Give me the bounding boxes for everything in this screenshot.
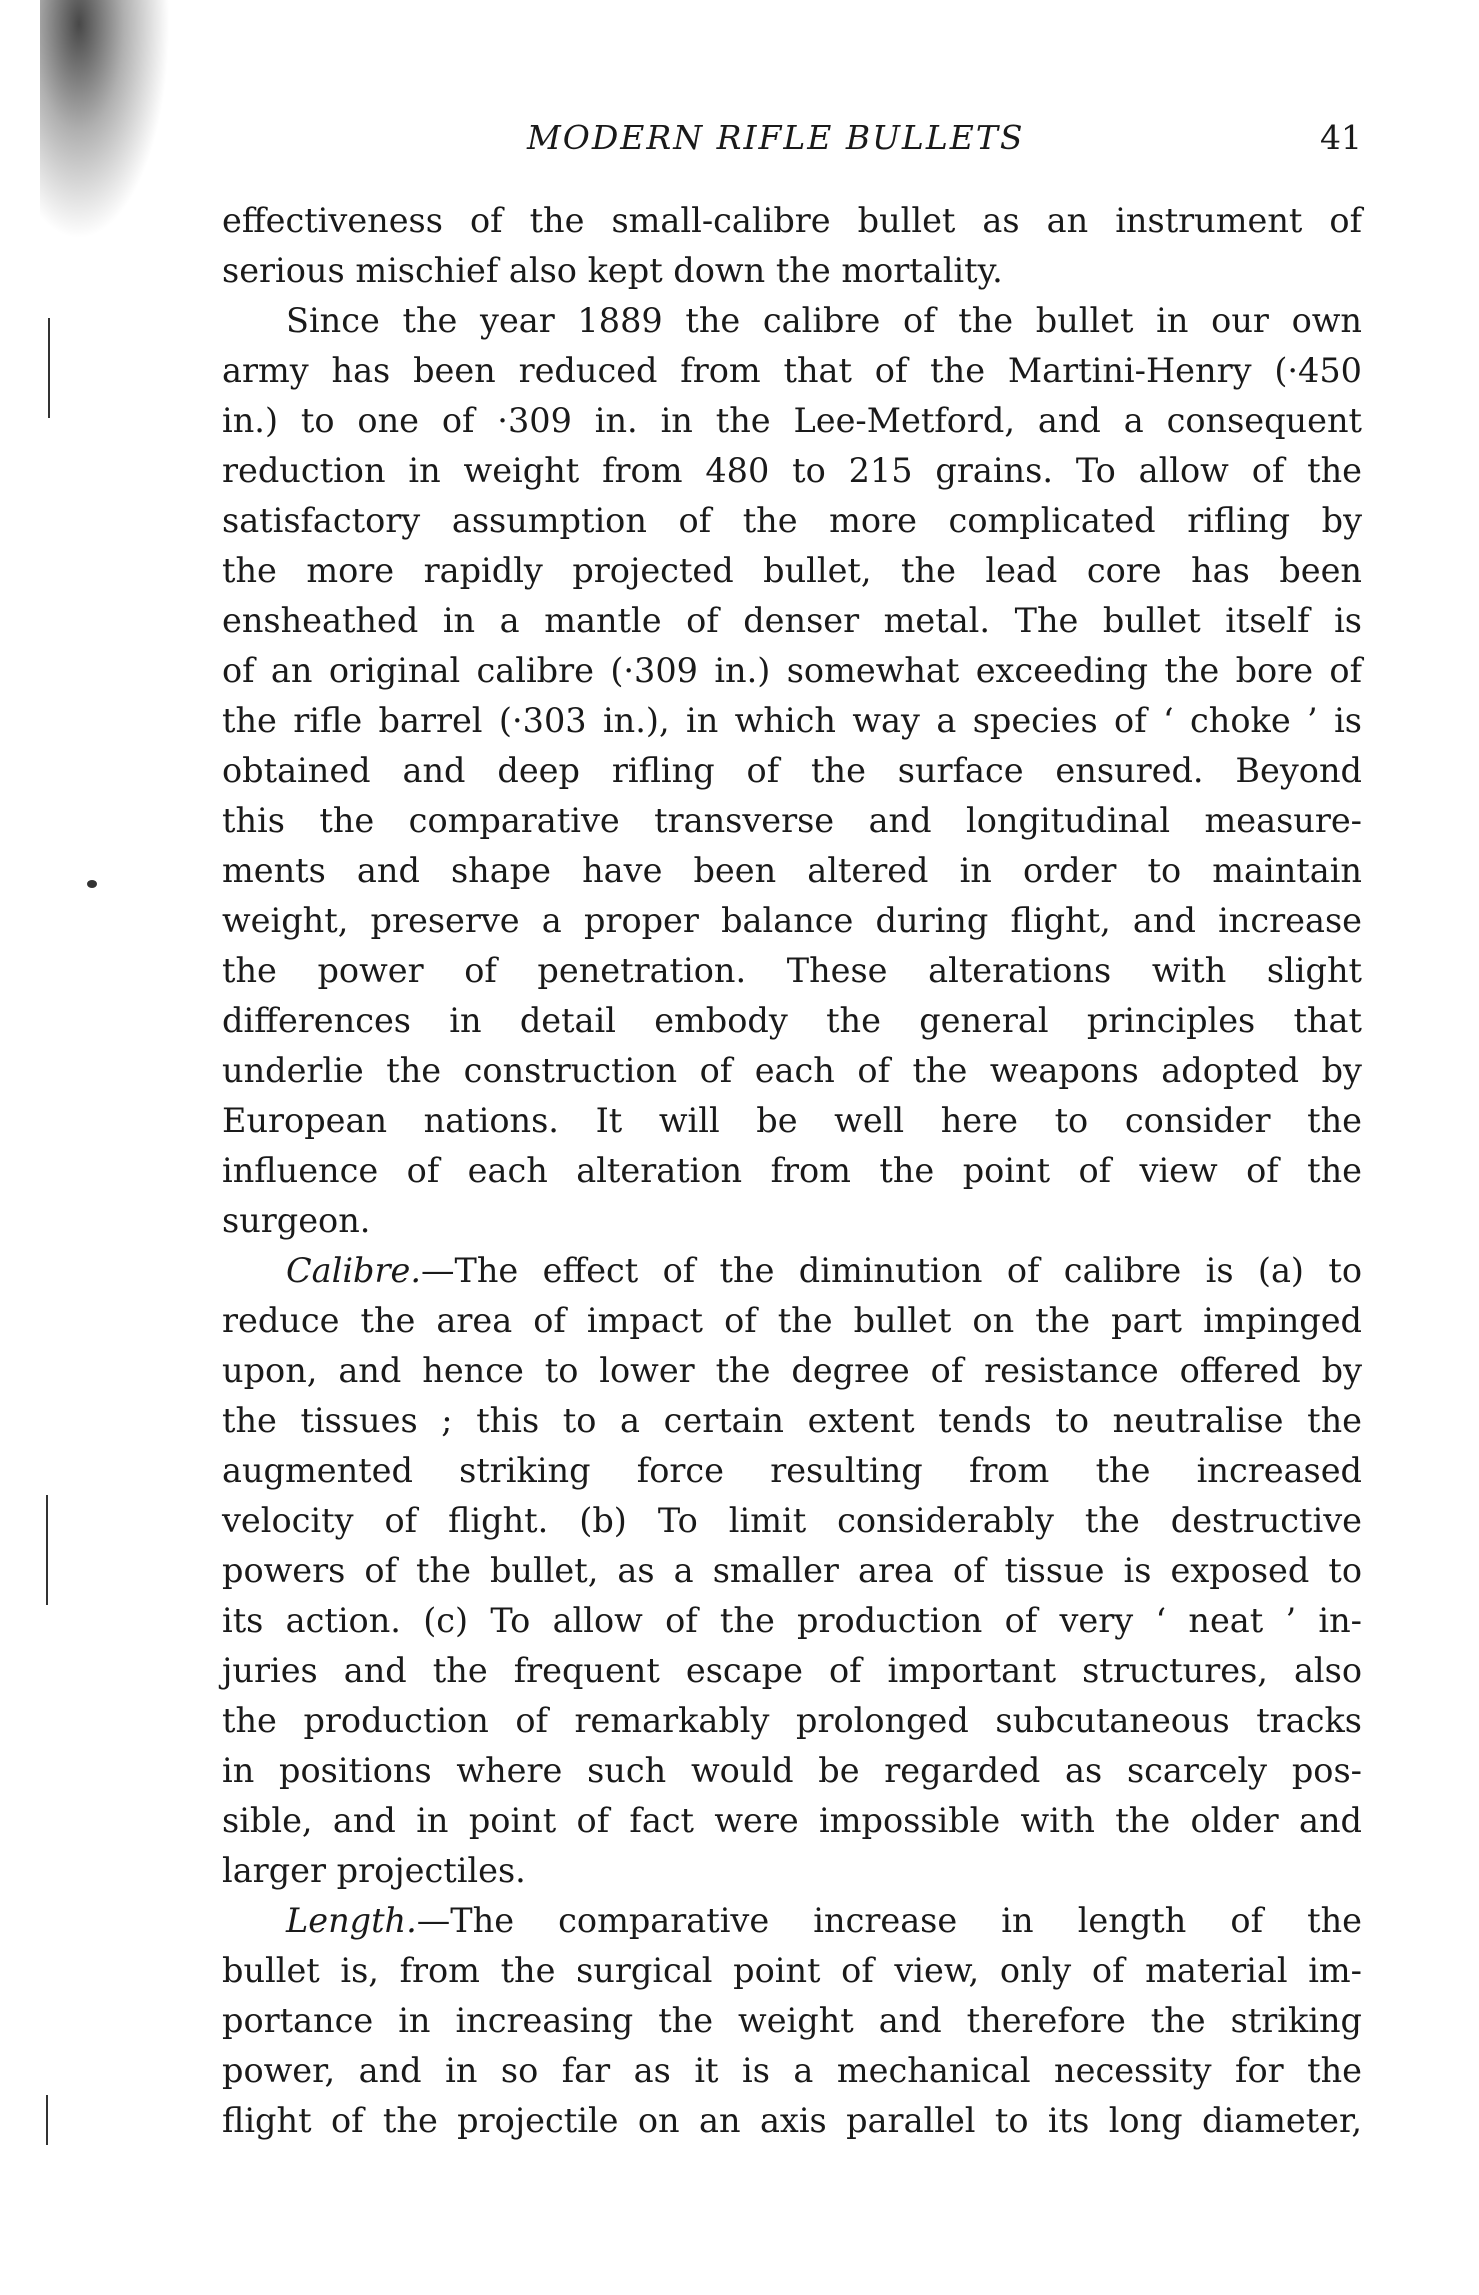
text-line: portance in increasing the weight and therefore the striking (222, 2001, 1362, 2040)
text-line: power, and in so far as it is a mechanical necessity for the (222, 2051, 1362, 2090)
text-line: ments and shape have been altered in order to maintain (222, 851, 1362, 890)
text-line: augmented striking force resulting from the increased (222, 1451, 1362, 1490)
section-heading-length: Length. (286, 1901, 417, 1940)
text-line (222, 1246, 1362, 1296)
text-line: European nations. It will be well here to consider the (222, 1101, 1362, 1140)
text-line: the tissues ; this to a certain extent tends to neutralise the (222, 1401, 1362, 1440)
text-line: the power of penetration. These alterations with slight (222, 951, 1362, 990)
text-line: powers of the bullet, as a smaller area of tissue is exposed to (222, 1551, 1362, 1590)
text-line: juries and the frequent escape of important structures, also (222, 1651, 1362, 1690)
margin-mark (48, 318, 50, 418)
text-run: —The comparative increase in length of the (416, 1901, 1362, 1940)
text-line: bullet is, from the surgical point of view, only of material im- (222, 1951, 1362, 1990)
text-line: differences in detail embody the general principles that (222, 1001, 1362, 1040)
margin-mark (46, 2095, 48, 2145)
text-line: influence of each alteration from the point of view of the (222, 1151, 1362, 1190)
text-line: weight, preserve a proper balance during flight, and increase (222, 901, 1362, 940)
text-line: this the comparative transverse and longitudinal measure- (222, 801, 1362, 840)
page-header (222, 118, 1362, 168)
margin-mark (46, 1495, 48, 1605)
text-line: satisfactory assumption of the more complicated rifling by (222, 501, 1362, 540)
text-line: larger projectiles. (222, 1851, 526, 1890)
text-line: surgeon. (222, 1201, 371, 1240)
page-edge-shadow (40, 0, 170, 240)
margin-mark (87, 880, 97, 888)
text-line: flight of the projectile on an axis parallel to its long diameter, (222, 2101, 1362, 2140)
text-line: ensheathed in a mantle of denser metal. The bullet itself is (222, 601, 1362, 640)
text-line (222, 1896, 1362, 1946)
text-line: of an original calibre (·309 in.) somewhat exceeding the bore of (222, 651, 1362, 690)
running-title: MODERN RIFLE BULLETS (527, 118, 1025, 157)
text-line: in.) to one of ·309 in. in the Lee-Metford, and a consequent (222, 401, 1362, 440)
text-line: serious mischief also kept down the mortality. (222, 251, 1003, 290)
text-line: upon, and hence to lower the degree of resistance offered by (222, 1351, 1362, 1390)
text-line: effectiveness of the small-calibre bullet as an instrument of (222, 201, 1362, 240)
text-line: reduction in weight from 480 to 215 grains. To allow of the (222, 451, 1362, 490)
text-line: Since the year 1889 the calibre of the bullet in our own (286, 301, 1362, 340)
text-line: underlie the construction of each of the weapons adopted by (222, 1051, 1362, 1090)
text-line: the more rapidly projected bullet, the lead core has been (222, 551, 1362, 590)
text-line: in positions where such would be regarded as scarcely pos- (222, 1751, 1362, 1790)
body-text (222, 196, 1362, 2146)
section-heading-calibre: Calibre. (286, 1251, 421, 1290)
text-line: obtained and deep rifling of the surface ensured. Beyond (222, 751, 1362, 790)
text-line: army has been reduced from that of the Martini-Henry (·450 (222, 351, 1362, 390)
text-line: its action. (c) To allow of the production of very ‘ neat ’ in- (222, 1601, 1362, 1640)
page-number: 41 (1320, 118, 1362, 157)
text-line: velocity of flight. (b) To limit considerably the destructive (222, 1501, 1362, 1540)
text-line: the rifle barrel (·303 in.), in which way a species of ‘ choke ’ is (222, 701, 1362, 740)
text-run: —The effect of the diminution of calibre is (a) to (420, 1251, 1362, 1290)
text-line: reduce the area of impact of the bullet on the part impinged (222, 1301, 1362, 1340)
text-line: sible, and in point of fact were impossible with the older and (222, 1801, 1362, 1840)
text-line: the production of remarkably prolonged subcutaneous tracks (222, 1701, 1362, 1740)
